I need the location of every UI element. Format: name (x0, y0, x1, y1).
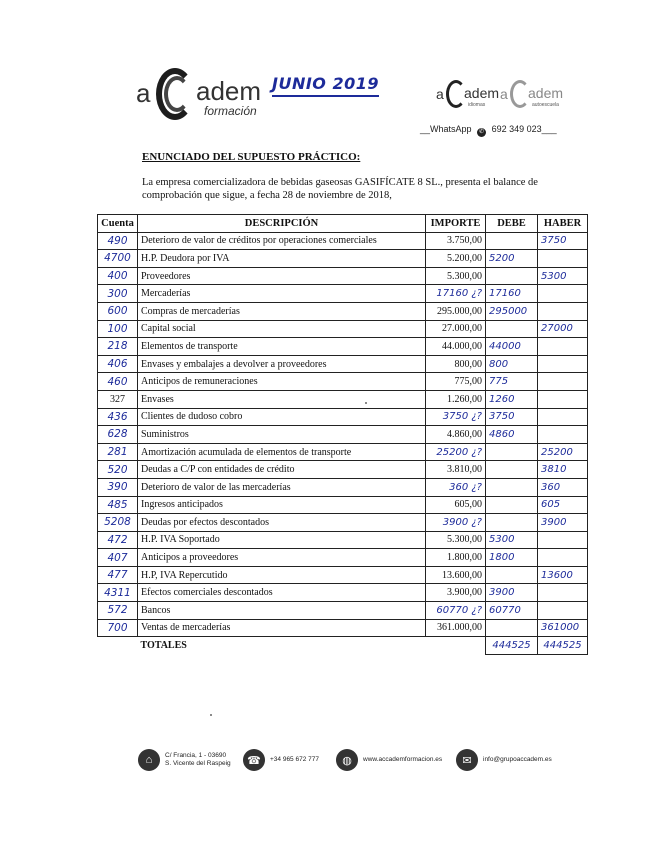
table-row (98, 320, 588, 338)
trial-balance-table (97, 214, 588, 655)
table-row (98, 584, 588, 602)
logo-letter: a (436, 86, 444, 102)
cell-debe: 800 (486, 355, 538, 373)
cell-haber: 361000 (538, 619, 588, 637)
cell-descripcion: H.P. Deudora por IVA (138, 250, 426, 268)
cell-haber: 360 (538, 478, 588, 496)
cell-haber (538, 373, 588, 391)
cell-cuenta: 5208 (98, 514, 138, 532)
header-descripcion: DESCRIPCIÓN (138, 215, 426, 233)
header-debe: DEBE (486, 215, 538, 233)
cell-debe: 3750 (486, 408, 538, 426)
cell-cuenta: 4311 (98, 584, 138, 602)
cell-haber: 605 (538, 496, 588, 514)
cell-importe: 605,00 (426, 496, 486, 514)
totals-spacer (98, 637, 138, 655)
logo-brand: adem (196, 76, 262, 106)
cell-haber: 5300 (538, 267, 588, 285)
cell-descripcion: Deudas por efectos descontados (138, 514, 426, 532)
cell-cuenta: 572 (98, 602, 138, 620)
cell-haber (538, 531, 588, 549)
email-icon: ✉ (456, 749, 478, 771)
cell-importe: 3.750,00 (426, 232, 486, 250)
cell-debe (486, 320, 538, 338)
cell-debe: 3900 (486, 584, 538, 602)
logo-letter: a (136, 78, 151, 108)
cell-importe: 17160 ¿? (426, 285, 486, 303)
cell-cuenta: 460 (98, 373, 138, 391)
cell-haber (538, 584, 588, 602)
cell-descripcion: Anticipos a proveedores (138, 549, 426, 567)
cell-descripcion: Envases (138, 390, 426, 408)
cell-importe: 1.800,00 (426, 549, 486, 567)
cell-importe: 295.000,00 (426, 302, 486, 320)
cell-descripcion: Deudas a C/P con entidades de crédito (138, 461, 426, 479)
phone-icon: ☎ (243, 749, 265, 771)
table-row (98, 619, 588, 637)
logo-tag: idiomas (468, 102, 486, 108)
whatsapp-contact (420, 124, 557, 137)
cell-importe: 44.000,00 (426, 338, 486, 356)
cell-descripcion: Envases y embalajes a devolver a proveedores (138, 355, 426, 373)
cell-importe: 5.200,00 (426, 250, 486, 268)
cell-cuenta: 281 (98, 443, 138, 461)
cell-descripcion: Elementos de transporte (138, 338, 426, 356)
cell-debe (486, 514, 538, 532)
phone-number: +34 965 672 777 (270, 756, 319, 763)
cell-haber: 27000 (538, 320, 588, 338)
table-row (98, 478, 588, 496)
cell-cuenta: 472 (98, 531, 138, 549)
cell-haber (538, 426, 588, 444)
cell-haber (538, 355, 588, 373)
cell-cuenta: 327 (98, 390, 138, 408)
cell-cuenta: 4700 (98, 250, 138, 268)
globe-icon: ◍ (336, 749, 358, 771)
table-row (98, 496, 588, 514)
table-row (98, 338, 588, 356)
cell-cuenta: 436 (98, 408, 138, 426)
whatsapp-icon: ✆ (479, 129, 485, 135)
cell-importe: 361.000,00 (426, 619, 486, 637)
cell-importe: 3.810,00 (426, 461, 486, 479)
exercise-heading: ENUNCIADO DEL SUPUESTO PRÁCTICO: (142, 151, 361, 163)
cell-debe (486, 232, 538, 250)
email-link[interactable]: info@grupoaccadem.es (483, 756, 552, 763)
table-row (98, 549, 588, 567)
handwritten-title: JUNIO 2019 (272, 74, 379, 97)
cell-debe (486, 566, 538, 584)
cell-descripcion: Capital social (138, 320, 426, 338)
address-line-1: C/ Francia, 1 - 03690 (165, 752, 227, 759)
accadem-idiomas-logo (436, 76, 506, 116)
table-row (98, 355, 588, 373)
cell-cuenta: 477 (98, 566, 138, 584)
address-line-2: S. Vicente del Raspeig (165, 760, 231, 767)
cell-debe: 60770 (486, 602, 538, 620)
cell-descripcion: Ventas de mercaderías (138, 619, 426, 637)
logo-letter: a (500, 86, 508, 102)
logo-name: adem (464, 85, 500, 101)
cell-debe (486, 619, 538, 637)
cell-debe: 775 (486, 373, 538, 391)
home-icon: ⌂ (138, 749, 160, 771)
footer-phone (243, 748, 319, 772)
cell-debe: 1260 (486, 390, 538, 408)
cell-debe: 4860 (486, 426, 538, 444)
whatsapp-label: __WhatsApp (420, 124, 472, 134)
cell-descripcion: Bancos (138, 602, 426, 620)
cell-debe (486, 461, 538, 479)
cell-debe: 295000 (486, 302, 538, 320)
cell-debe: 17160 (486, 285, 538, 303)
logo-subtitle: formación (204, 104, 257, 118)
cell-cuenta: 406 (98, 355, 138, 373)
scan-speck (365, 402, 367, 404)
table-row (98, 373, 588, 391)
cell-importe: 5.300,00 (426, 267, 486, 285)
table-row (98, 250, 588, 268)
footer-contact-bar (138, 748, 578, 774)
table-row (98, 602, 588, 620)
table-row (98, 443, 588, 461)
cell-importe: 3750 ¿? (426, 408, 486, 426)
cell-debe: 1800 (486, 549, 538, 567)
table-row (98, 285, 588, 303)
cell-importe: 25200 ¿? (426, 443, 486, 461)
cell-debe (486, 478, 538, 496)
cell-haber (538, 390, 588, 408)
cell-cuenta: 407 (98, 549, 138, 567)
totals-haber: 444525 (538, 637, 588, 655)
table-row (98, 426, 588, 444)
cell-cuenta: 100 (98, 320, 138, 338)
cell-importe: 1.260,00 (426, 390, 486, 408)
cell-haber: 3750 (538, 232, 588, 250)
cell-descripcion: Clientes de dudoso cobro (138, 408, 426, 426)
cell-haber: 3900 (538, 514, 588, 532)
cell-descripcion: H.P, IVA Repercutido (138, 566, 426, 584)
table-row (98, 461, 588, 479)
accadem-formacion-logo (136, 66, 266, 126)
cell-haber: 13600 (538, 566, 588, 584)
cell-cuenta: 218 (98, 338, 138, 356)
cell-importe: 27.000,00 (426, 320, 486, 338)
cell-cuenta: 628 (98, 426, 138, 444)
cell-importe: 3900 ¿? (426, 514, 486, 532)
cell-cuenta: 600 (98, 302, 138, 320)
cell-importe: 13.600,00 (426, 566, 486, 584)
cell-importe: 60770 ¿? (426, 602, 486, 620)
cell-debe (486, 267, 538, 285)
cell-cuenta: 490 (98, 232, 138, 250)
cell-descripcion: Compras de mercaderías (138, 302, 426, 320)
cell-descripcion: Efectos comerciales descontados (138, 584, 426, 602)
cell-descripcion: Amortización acumulada de elementos de transporte (138, 443, 426, 461)
cell-importe: 3.900,00 (426, 584, 486, 602)
cell-importe: 4.860,00 (426, 426, 486, 444)
cell-haber (538, 338, 588, 356)
header-importe: IMPORTE (426, 215, 486, 233)
cell-descripcion: Anticipos de remuneraciones (138, 373, 426, 391)
cell-importe: 775,00 (426, 373, 486, 391)
totals-row (98, 637, 588, 655)
footer-address (138, 748, 231, 772)
footer-web[interactable] (336, 748, 442, 772)
cell-importe: 5.300,00 (426, 531, 486, 549)
table-row (98, 302, 588, 320)
table-row (98, 531, 588, 549)
cell-debe (486, 496, 538, 514)
cell-descripcion: Deterioro de valor de las mercaderías (138, 478, 426, 496)
scan-speck (210, 714, 212, 716)
cell-haber (538, 408, 588, 426)
table-row (98, 408, 588, 426)
table-row (98, 267, 588, 285)
cell-cuenta: 390 (98, 478, 138, 496)
cell-haber (538, 549, 588, 567)
cell-haber (538, 602, 588, 620)
cell-cuenta: 520 (98, 461, 138, 479)
cell-debe (486, 443, 538, 461)
logo-tag: autoescuela (532, 102, 559, 108)
table-row (98, 390, 588, 408)
totals-label: TOTALES (138, 637, 426, 655)
cell-cuenta: 485 (98, 496, 138, 514)
cell-cuenta: 400 (98, 267, 138, 285)
whatsapp-number: 692 349 023___ (491, 124, 557, 134)
table-row (98, 232, 588, 250)
cell-descripcion: Suministros (138, 426, 426, 444)
footer-email[interactable] (456, 748, 552, 772)
header-haber: HABER (538, 215, 588, 233)
table-row (98, 514, 588, 532)
cell-haber: 3810 (538, 461, 588, 479)
cell-debe: 44000 (486, 338, 538, 356)
cell-haber (538, 302, 588, 320)
totals-importe (426, 637, 486, 655)
cell-descripcion: Ingresos anticipados (138, 496, 426, 514)
website-link[interactable]: www.accademformacion.es (363, 756, 443, 763)
cell-haber (538, 250, 588, 268)
table-header-row (98, 215, 588, 233)
cell-descripcion: Mercaderías (138, 285, 426, 303)
logo-name: adem (528, 85, 564, 101)
accadem-autoescuela-logo (500, 76, 570, 116)
cell-descripcion: Proveedores (138, 267, 426, 285)
logo-arc (510, 80, 530, 108)
totals-debe: 444525 (486, 637, 538, 655)
logo-arc (446, 80, 466, 108)
cell-importe: 360 ¿? (426, 478, 486, 496)
cell-haber (538, 285, 588, 303)
cell-cuenta: 700 (98, 619, 138, 637)
header-cuenta: Cuenta (98, 215, 138, 233)
cell-debe: 5300 (486, 531, 538, 549)
cell-haber: 25200 (538, 443, 588, 461)
cell-debe: 5200 (486, 250, 538, 268)
cell-descripcion: H.P. IVA Soportado (138, 531, 426, 549)
table-row (98, 566, 588, 584)
cell-descripcion: Deterioro de valor de créditos por operaciones comerciales (138, 232, 426, 250)
logo-arc-inner (164, 76, 190, 112)
cell-cuenta: 300 (98, 285, 138, 303)
cell-importe: 800,00 (426, 355, 486, 373)
exercise-intro: La empresa comercializadora de bebidas gaseosas GASIFÍCATE 8 SL., presenta el balance de comprobación que sigue, a fecha 28 de noviembre de 2018, (142, 177, 538, 201)
